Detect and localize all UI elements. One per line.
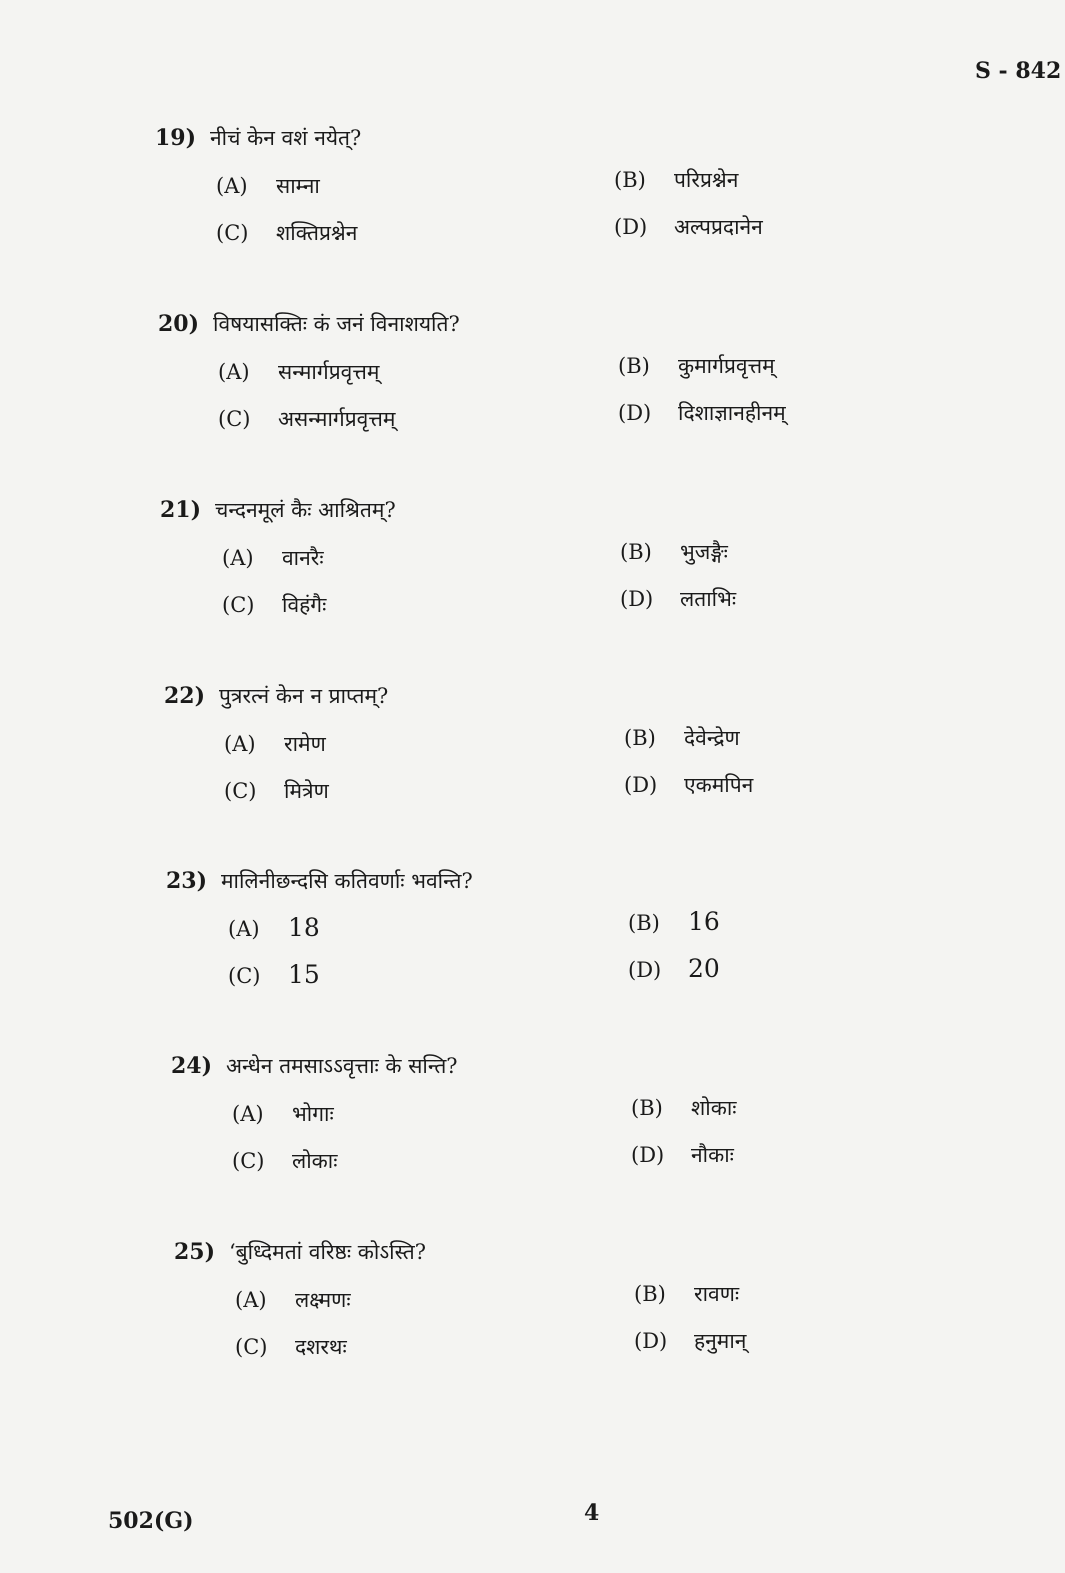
- option-c: (C) विहंगैः: [222, 593, 327, 617]
- option-b: (B) देवेन्द्रेण: [624, 726, 740, 750]
- paper-code-header: S - 842: [975, 58, 1062, 84]
- option-d: (D) एकमपिन: [624, 773, 754, 797]
- option-d: (D) अल्पप्रदानेन: [614, 215, 763, 239]
- question-text: पुत्ररत्नं केन न प्राप्तम्?: [219, 684, 389, 708]
- option-a: (A) रामेण: [224, 732, 326, 756]
- option-b: (B) रावणः: [634, 1282, 740, 1306]
- option-b: (B) 16: [628, 907, 720, 936]
- question-number: 21): [160, 497, 202, 523]
- option-c: (C) लोकाः: [232, 1149, 338, 1173]
- question-number: 25): [174, 1239, 216, 1265]
- question-number: 24): [171, 1053, 213, 1079]
- option-a: (A) वानरैः: [222, 546, 324, 570]
- question-number: 23): [166, 868, 208, 894]
- option-a: (A) साम्ना: [216, 174, 320, 198]
- option-d: (D) लताभिः: [620, 587, 737, 611]
- question-text: विषयासक्तिः कं जनं विनाशयति?: [213, 312, 460, 336]
- question-text: नीचं केन वशं नयेत्?: [210, 126, 362, 150]
- option-c: (C) 15: [228, 960, 320, 989]
- option-b: (B) कुमार्गप्रवृत्तम्: [618, 354, 775, 378]
- option-c: (C) दशरथः: [235, 1335, 347, 1359]
- question-number: 20): [158, 311, 200, 337]
- option-b: (B) भुजङ्गैः: [620, 540, 728, 564]
- option-c: (C) असन्मार्गप्रवृत्तम्: [218, 407, 396, 431]
- option-a: (A) 18: [228, 913, 320, 942]
- option-a: (A) सन्मार्गप्रवृत्तम्: [218, 360, 380, 384]
- option-b: (B) शोकाः: [631, 1096, 737, 1120]
- option-d: (D) हनुमान्: [634, 1329, 747, 1353]
- option-a: (A) लक्ष्मणः: [235, 1288, 351, 1312]
- question-number: 22): [164, 683, 206, 709]
- option-b: (B) परिप्रश्नेन: [614, 168, 739, 192]
- question-text: मालिनीछन्दसि कतिवर्णाः भवन्ति?: [221, 869, 473, 893]
- page-number: 4: [584, 1500, 600, 1526]
- question-number: 19): [155, 125, 197, 151]
- option-d: (D) नौकाः: [631, 1143, 734, 1167]
- question-text: चन्दनमूलं कैः आश्रितम्?: [215, 498, 396, 522]
- footer-paper-code: 502(G): [108, 1508, 194, 1534]
- question-text: ‘बुध्दिमतां वरिष्ठः कोऽस्ति?: [229, 1240, 426, 1264]
- question-text: अन्धेन तमसाऽऽवृत्ताः के सन्ति?: [226, 1054, 458, 1078]
- option-d: (D) 20: [628, 954, 720, 983]
- option-c: (C) मित्रेण: [224, 779, 329, 803]
- option-c: (C) शक्तिप्रश्नेन: [216, 221, 358, 245]
- option-a: (A) भोगाः: [232, 1102, 334, 1126]
- option-d: (D) दिशाज्ञानहीनम्: [618, 401, 786, 425]
